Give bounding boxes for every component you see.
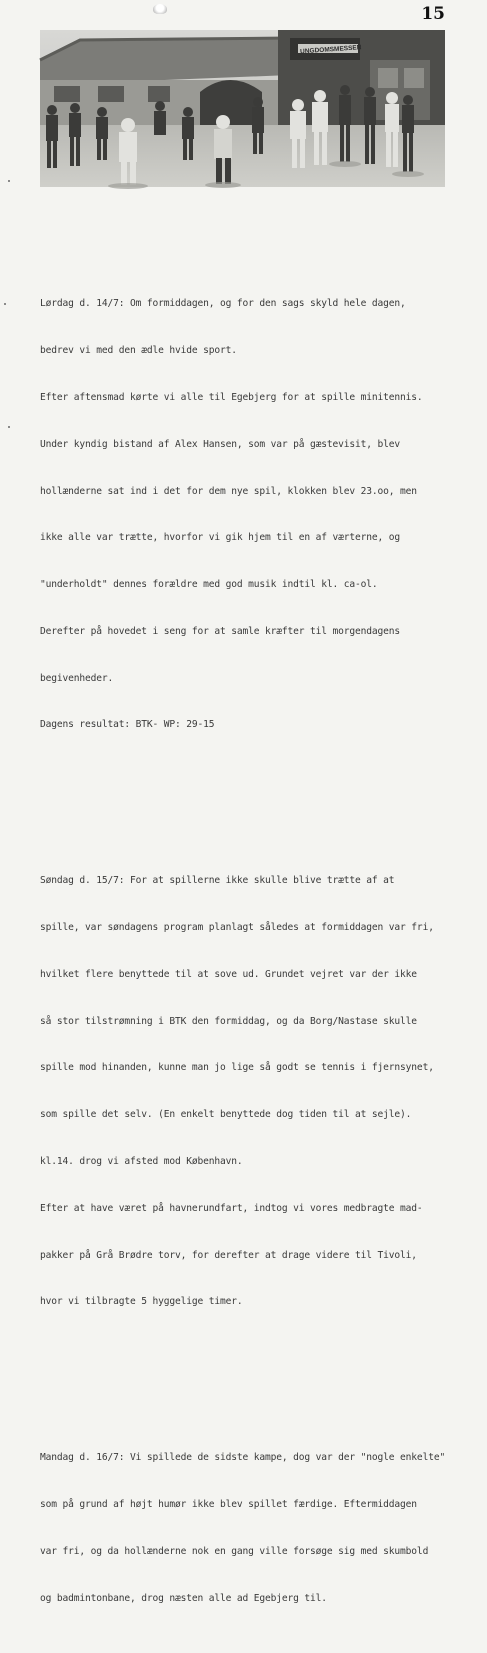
text-line: Efter at have været på havnerundfart, indtog vi vores medbragte mad-: [40, 1202, 423, 1214]
text-line: Søndag d. 15/7: For at spillerne ikke skulle blive trætte af at: [40, 875, 395, 887]
paragraph-gap: [40, 1372, 480, 1388]
text-line: hvor vi tilbragte 5 hyggelige timer.: [40, 1296, 243, 1308]
scan-mark: [8, 180, 10, 182]
page-number: 15: [421, 4, 445, 24]
text-line: ikke alle var trætte, hvorfor vi gik hjem til en af værterne, og: [40, 532, 401, 544]
text-line: som spille det selv. (En enkelt benyttede dog tiden til at sejle).: [40, 1109, 412, 1121]
text-line: bedrev vi med den ædle hvide sport.: [40, 345, 237, 357]
text-line: hvilket flere benyttede til at sove ud. Grundet vejret var der ikke: [40, 968, 417, 980]
text-line: som på grund af højt humør ikke blev spillet færdige. Eftermiddagen: [40, 1499, 417, 1511]
entry-monday: [40, 1419, 480, 1637]
text-line: "underholdt" dennes forældre med god musik indtil kl. ca-ol.: [40, 579, 378, 591]
text-line: var fri, og da hollænderne nok en gang ville forsøge sig med skumbold: [40, 1545, 429, 1557]
paragraph-gap: [40, 795, 480, 811]
entry-saturday: [40, 265, 480, 764]
text-line: hollænderne sat ind i det for dem nye spil, klokken blev 23.oo, men: [40, 485, 417, 497]
text-line: spille mod hinanden, kunne man jo lige så godt se tennis i fjernsynet,: [40, 1062, 434, 1074]
punch-hole-mark: [153, 4, 167, 14]
text-line: så stor tilstrømning i BTK den formiddag, og da Borg/Nastase skulle: [40, 1015, 417, 1027]
diary-text: [40, 234, 480, 1653]
text-line: Under kyndig bistand af Alex Hansen, som var på gæstevisit, blev: [40, 438, 401, 450]
text-line: Derefter på hovedet i seng for at samle kræfter til morgendagens: [40, 625, 401, 637]
entry-sunday: [40, 842, 480, 1341]
scan-mark: [8, 426, 10, 428]
text-line: begivenheder.: [40, 672, 114, 684]
group-photo: [40, 30, 445, 187]
building-sign: UNGDOMSMESSEN: [299, 44, 362, 56]
scan-mark: [4, 303, 6, 305]
text-line: kl.14. drog vi afsted mod København.: [40, 1156, 243, 1168]
photo-illustration: [40, 30, 445, 187]
text-line: Dagens resultat: BTK- WP: 29-15: [40, 719, 215, 731]
text-line: pakker på Grå Brødre torv, for derefter at drage videre til Tivoli,: [40, 1249, 417, 1261]
text-line: Mandag d. 16/7: Vi spillede de sidste kampe, dog var der "nogle enkelte": [40, 1452, 446, 1464]
text-line: og badmintonbane, drog næsten alle ad Egebjerg til.: [40, 1592, 327, 1604]
text-line: spille, var søndagens program planlagt således at formiddagen var fri,: [40, 922, 434, 934]
text-line: Efter aftensmad kørte vi alle til Egebjerg for at spille minitennis.: [40, 391, 423, 403]
text-line: Lørdag d. 14/7: Om formiddagen, og for den sags skyld hele dagen,: [40, 298, 406, 310]
